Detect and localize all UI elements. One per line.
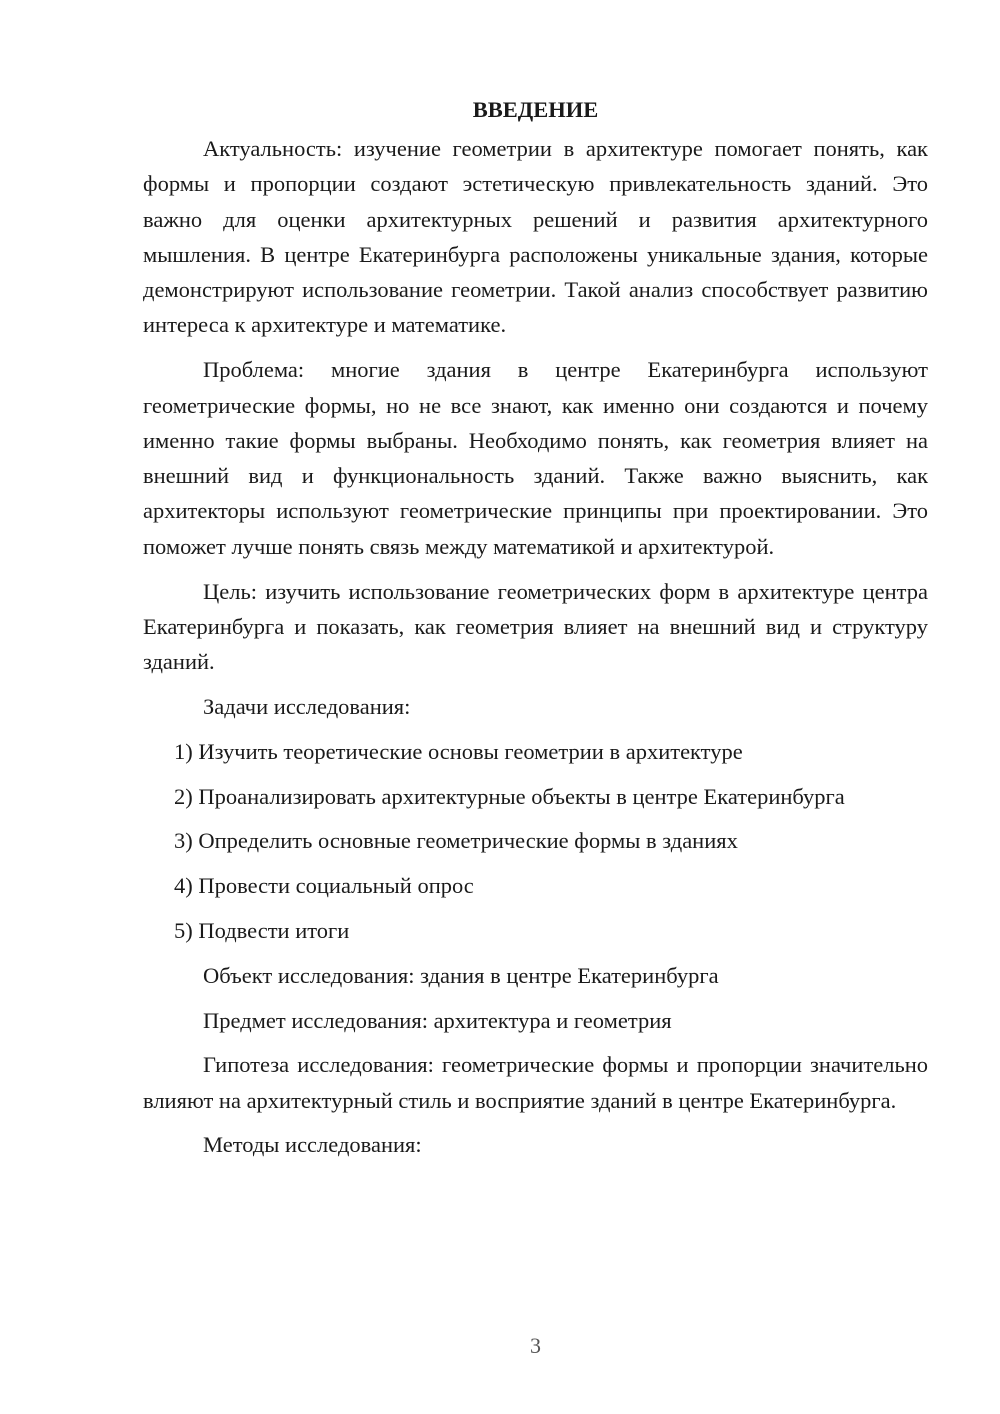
paragraph-relevance: Актуальность: изучение геометрии в архитектуре помогает понять, как формы и пропорции создают эстетическую привлекательность зданий. Это важно для оценки архитектурных решений и развития архитектурного мышления. В центре Екатеринбурга расположены уникальные здания, которые демонстрируют использование геометрии. Такой анализ способствует развитию интереса к архитектуре и математике. — [143, 136, 928, 338]
paragraph-object: Объект исследования: здания в центре Екатеринбурга — [203, 962, 719, 988]
tasks-heading: Задачи исследования: — [203, 693, 411, 719]
task-list-item: 5) Подвести итоги — [174, 917, 350, 943]
task-list-item: 1) Изучить теоретические основы геометрии в архитектуре — [174, 738, 743, 764]
page-number: 3 — [530, 1333, 541, 1358]
task-list-item: 4) Провести социальный опрос — [174, 873, 474, 899]
task-list-item: 3) Определить основные геометрические формы в зданиях — [174, 828, 738, 854]
paragraph-subject: Предмет исследования: архитектура и геометрия — [203, 1007, 672, 1033]
paragraph-hypothesis: Гипотеза исследования: геометрические формы и пропорции значительно влияют на архитектурный стиль и восприятие зданий в центре Екатеринбурга. — [143, 1052, 928, 1113]
paragraph-problem: Проблема: многие здания в центре Екатеринбурга используют геометрические формы, но не все знают, как именно они создаются и почему именно такие формы выбраны. Необходимо понять, как геометрия влияет на внешний вид и функциональность зданий. Также важно выяснить, как архитекторы используют геометрические принципы при проектировании. Это поможет лучше понять связь между математикой и архитектурой. — [143, 357, 928, 559]
methods-heading: Методы исследования: — [203, 1132, 422, 1158]
page-title: ВВЕДЕНИЕ — [472, 97, 599, 122]
task-list-item: 2) Проанализировать архитектурные объекты в центре Екатеринбурга — [174, 783, 845, 809]
page-content — [143, 92, 928, 1172]
paragraph-goal: Цель: изучить использование геометрических форм в архитектуре центра Екатеринбурга и показать, как геометрия влияет на внешний вид и структуру зданий. — [143, 578, 928, 675]
